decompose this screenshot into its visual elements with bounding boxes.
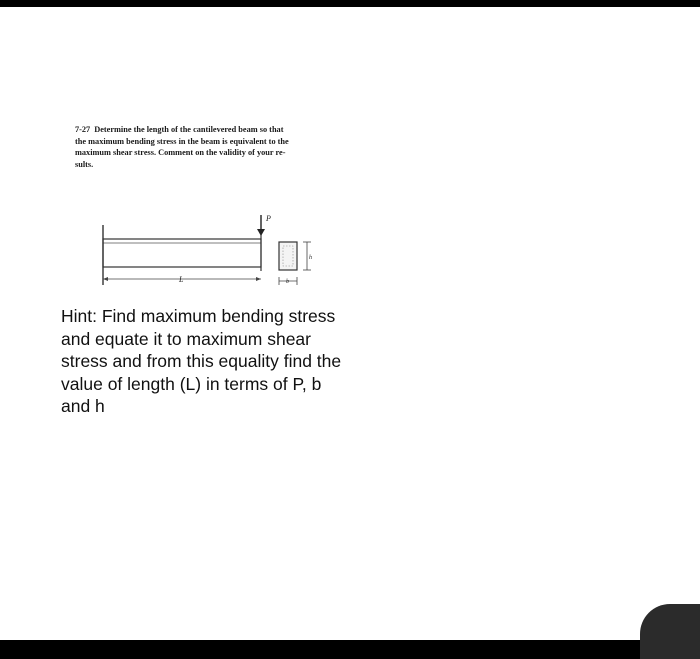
cross-section: [279, 242, 297, 270]
load-arrow-head: [257, 229, 265, 236]
length-arrow-right: [256, 277, 261, 281]
load-label: P: [266, 214, 271, 223]
problem-statement: [75, 124, 343, 170]
problem-line-1: 7-27 Determine the length of the cantilevered beam so that: [75, 125, 284, 134]
hint-line-4: value of length (L) in terms of P, b: [61, 373, 322, 394]
length-label: L: [179, 275, 184, 284]
cantilever-beam-figure: [95, 205, 335, 295]
hint-line-1: Hint: Find maximum bending stress: [61, 306, 336, 326]
height-label: h: [309, 255, 312, 261]
hint-line-2: and equate it to maximum shear: [61, 328, 311, 349]
hint-line-3: stress and from this equality find the: [61, 351, 342, 371]
problem-line-4: sults.: [75, 159, 94, 169]
hint-text: [61, 305, 391, 418]
bottom-border-bar: [0, 640, 700, 659]
problem-number: 7-27: [75, 125, 91, 134]
top-border-bar: [0, 0, 700, 7]
width-label: b: [286, 279, 289, 285]
corner-overlay: [640, 604, 700, 659]
length-arrow-left: [103, 277, 108, 281]
problem-line-2: the maximum bending stress in the beam is equivalent to the: [75, 136, 289, 146]
problem-line-3: maximum shear stress. Comment on the validity of your re-: [75, 148, 286, 157]
hint-line-5: and h: [61, 396, 105, 416]
